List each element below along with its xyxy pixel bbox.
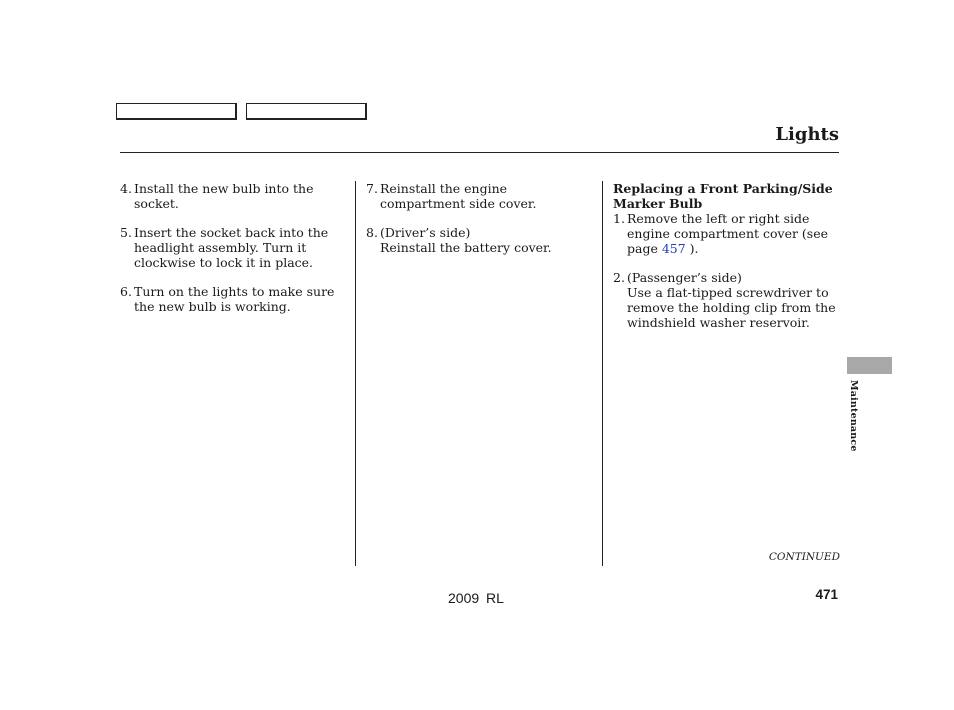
- step-6: [120, 284, 345, 314]
- step-1: [613, 211, 838, 256]
- nav-button-1[interactable]: [116, 103, 237, 120]
- section-tab: [847, 357, 892, 374]
- column-divider-2: [602, 181, 603, 566]
- step-text: Use a flat-tipped screwdriver to remove the holding clip from the windshield washer reservoir.: [627, 285, 836, 330]
- page-title: Lights: [775, 124, 839, 145]
- step-number: 5.: [120, 225, 132, 240]
- step-text: [627, 211, 838, 256]
- step-text: Install the new bulb into the socket.: [134, 181, 314, 211]
- page-number: 471: [815, 587, 838, 602]
- step-text-after: ).: [685, 241, 699, 256]
- nav-button-2[interactable]: [246, 103, 367, 120]
- step-text: Reinstall the battery cover.: [380, 240, 552, 255]
- step-text-before: Remove the left or right side engine compartment cover (see page: [627, 211, 829, 256]
- middle-column: [366, 181, 594, 269]
- right-column: [613, 181, 838, 344]
- step-condition: (Driver’s side): [380, 225, 471, 240]
- model-label: 2009 RL: [448, 590, 504, 606]
- step-number: 8.: [366, 225, 378, 240]
- title-rule: [120, 152, 839, 153]
- step-text: Reinstall the engine compartment side cover.: [380, 181, 537, 211]
- section-tab-label: Maintenance: [848, 380, 859, 452]
- step-number: 2.: [613, 270, 625, 285]
- step-7: [366, 181, 594, 211]
- step-number: 1.: [613, 211, 625, 226]
- section-heading: Replacing a Front Parking/Side Marker Bulb: [613, 181, 833, 211]
- step-number: 4.: [120, 181, 132, 196]
- step-number: 7.: [366, 181, 378, 196]
- step-number: 6.: [120, 284, 132, 299]
- step-text: Turn on the lights to make sure the new bulb is working.: [134, 284, 335, 314]
- step-text: Insert the socket back into the headlight assembly. Turn it clockwise to lock it in place.: [134, 225, 329, 270]
- step-condition: (Passenger’s side): [627, 270, 742, 285]
- step-4: [120, 181, 345, 211]
- step-2: [613, 270, 838, 330]
- step-5: [120, 225, 345, 270]
- step-8: [366, 225, 594, 255]
- page-link-457[interactable]: 457: [661, 241, 686, 256]
- column-divider-1: [355, 181, 356, 566]
- left-column: [120, 181, 345, 328]
- continued-label: CONTINUED: [768, 551, 840, 563]
